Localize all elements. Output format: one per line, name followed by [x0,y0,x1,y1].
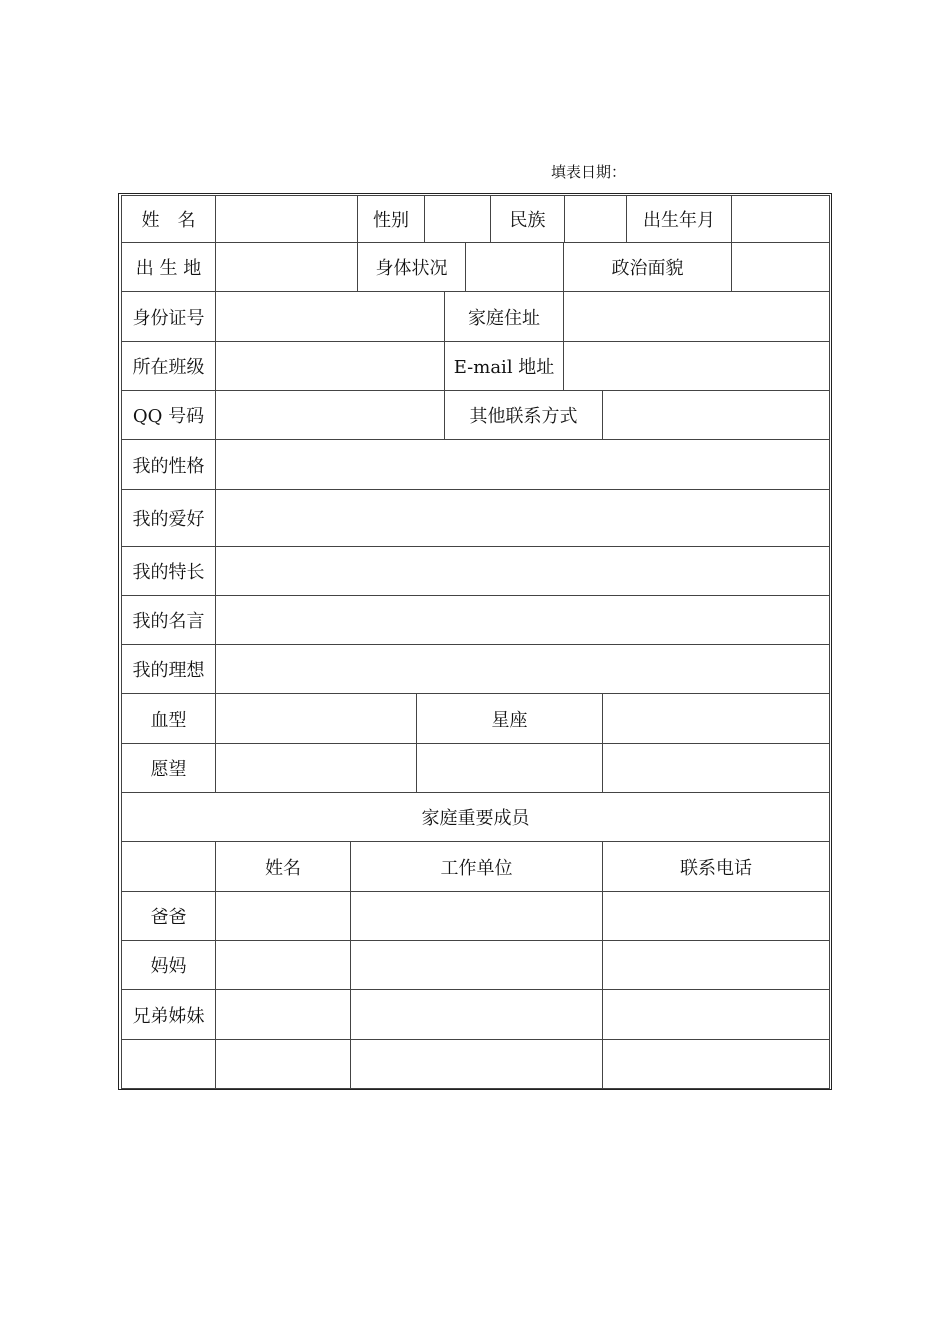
hobbies-label: 我的爱好 [121,490,216,546]
ideal-input-cell[interactable] [216,645,830,693]
father-work-cell[interactable] [351,892,603,940]
wish-input-cell-3[interactable] [603,744,830,792]
political-status-input-cell[interactable] [732,243,830,291]
row-class [121,342,830,391]
extra-member-label-cell[interactable] [121,1040,216,1088]
family-header-work: 工作单位 [351,842,603,891]
row-mother [121,941,830,990]
row-father [121,892,830,941]
motto-input-cell[interactable] [216,596,830,644]
strengths-label: 我的特长 [121,547,216,595]
hobbies-input-cell[interactable] [216,490,830,546]
siblings-work-cell[interactable] [351,990,603,1039]
ethnicity-input-cell[interactable] [565,196,627,242]
home-address-label: 家庭住址 [445,292,564,341]
father-phone-cell[interactable] [603,892,830,940]
other-contact-input-cell[interactable] [603,391,830,439]
id-number-input-cell[interactable] [216,292,445,341]
name-label: 姓 名 [121,196,216,242]
gender-input-cell[interactable] [425,196,491,242]
id-number-label: 身份证号 [121,292,216,341]
birth-date-label: 出生年月 [627,196,732,242]
extra-member-phone-cell[interactable] [603,1040,830,1088]
birthplace-label: 出 生 地 [121,243,216,291]
other-contact-label: 其他联系方式 [445,391,603,439]
personality-label: 我的性格 [121,440,216,489]
motto-label: 我的名言 [121,596,216,644]
gender-label: 性别 [358,196,425,242]
row-qq [121,391,830,440]
siblings-label: 兄弟姊妹 [121,990,216,1039]
row-family-headers [121,842,830,892]
siblings-name-cell[interactable] [216,990,351,1039]
family-header-phone: 联系电话 [603,842,830,891]
wish-input-cell[interactable] [216,744,417,792]
qq-label: QQ 号码 [121,391,216,439]
row-ideal [121,645,830,694]
home-address-input-cell[interactable] [564,292,830,341]
email-label: E-mail 地址 [445,342,564,390]
wish-input-cell-2[interactable] [417,744,603,792]
row-family-title [121,793,830,842]
row-birthplace [121,243,830,292]
birth-date-input-cell[interactable] [732,196,830,242]
family-members-title: 家庭重要成员 [121,793,830,841]
zodiac-label: 星座 [417,694,603,743]
email-input-cell[interactable] [564,342,830,390]
mother-phone-cell[interactable] [603,941,830,989]
father-label: 爸爸 [121,892,216,940]
qq-input-cell[interactable] [216,391,445,439]
extra-member-work-cell[interactable] [351,1040,603,1088]
row-personality [121,440,830,490]
class-input-cell[interactable] [216,342,445,390]
health-label: 身体状况 [358,243,466,291]
class-label: 所在班级 [121,342,216,390]
siblings-phone-cell[interactable] [603,990,830,1039]
row-basic-info [121,195,830,243]
father-name-cell[interactable] [216,892,351,940]
political-status-label: 政治面貌 [564,243,732,291]
blood-type-input-cell[interactable] [216,694,417,743]
birthplace-input-cell[interactable] [216,243,358,291]
blood-type-label: 血型 [121,694,216,743]
strengths-input-cell[interactable] [216,547,830,595]
health-input-cell[interactable] [466,243,564,291]
name-input-cell[interactable] [216,196,358,242]
family-header-blank [121,842,216,891]
personality-input-cell[interactable] [216,440,830,489]
extra-member-name-cell[interactable] [216,1040,351,1088]
row-blood-type [121,694,830,744]
fill-date-label: 填表日期： [551,163,627,181]
mother-work-cell[interactable] [351,941,603,989]
row-siblings [121,990,830,1040]
ideal-label: 我的理想 [121,645,216,693]
row-strengths [121,547,830,596]
zodiac-input-cell[interactable] [603,694,830,743]
family-header-name: 姓名 [216,842,351,891]
wish-label: 愿望 [121,744,216,792]
mother-label: 妈妈 [121,941,216,989]
ethnicity-label: 民族 [491,196,565,242]
row-wish [121,744,830,793]
row-extra-member [121,1040,830,1089]
row-hobbies [121,490,830,547]
mother-name-cell[interactable] [216,941,351,989]
row-id [121,292,830,342]
row-motto [121,596,830,645]
